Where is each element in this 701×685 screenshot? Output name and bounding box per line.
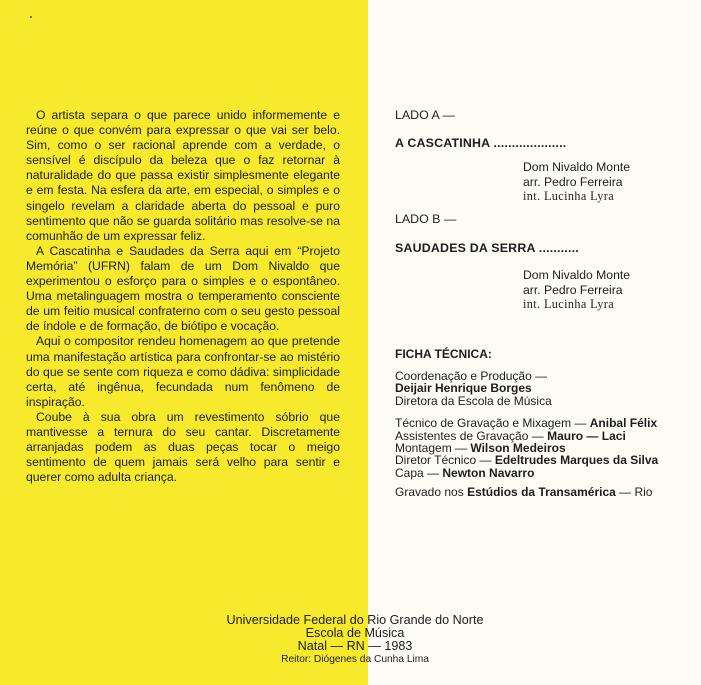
studio-label: Gravado nos [395, 485, 464, 500]
tech-sheet [395, 370, 695, 499]
studio-city: — Rio [619, 485, 653, 500]
essay-paragraph-4: Coube à sua obra um revestimento sóbrio que mantivesse a ternura do seu cantar. Discretamente arranjadas podem as duas peças tocar o meigo sentimento de quem jamais será velho para sentir e querer como adulta criança. [26, 409, 340, 485]
assistant-separator: — [586, 428, 599, 443]
coordination-person: Deijair Henrique Borges [395, 381, 532, 396]
tech-sheet-heading: FICHA TÉCNICA: [395, 347, 492, 361]
place-year: Natal — RN — 1983 [297, 639, 413, 653]
studio-credit [395, 486, 695, 498]
school-name: Escola de Música [305, 626, 405, 640]
rector-credit: Reitor: Diógenes da Cunha Lima [281, 654, 429, 665]
recording-name: Anibal Félix [589, 416, 658, 431]
assistant-name-2: Laci [601, 428, 626, 443]
side-b-interpreter: int. Lucinha Lyra [523, 297, 615, 312]
side-a-title: A CASCATINHA .................... [395, 136, 567, 150]
studio-name: Estúdios da Transamérica [467, 485, 616, 500]
side-a-arranger: arr. Pedro Ferreira [523, 174, 623, 189]
coordination-role: Diretora da Escola de Música [395, 393, 552, 408]
side-b-credits [523, 268, 630, 312]
side-b-title: SAUDADES DA SERRA ........... [395, 241, 579, 255]
cover-name: Newton Navarro [442, 465, 535, 480]
liner-notes-essay [26, 108, 340, 485]
side-b-composer: Dom Nivaldo Monte [523, 268, 631, 282]
recording-label: Técnico de Gravação e Mixagem — [395, 416, 587, 431]
side-b-arranger: arr. Pedro Ferreira [523, 282, 623, 297]
montage-name: Wilson Medeiros [470, 441, 566, 456]
director-name: Edeltrudes Marques da Silva [494, 453, 659, 468]
side-b-label: LADO B — [395, 212, 457, 226]
coordination-name [395, 382, 695, 394]
side-a-credits [523, 160, 630, 204]
university-name: Universidade Federal do Rio Grande do Norte [226, 613, 484, 627]
cover-credit [395, 467, 695, 479]
assistant-name-1: Mauro [547, 428, 584, 443]
white-panel [368, 0, 701, 685]
print-speck [30, 16, 32, 18]
coordination-label: Coordenação e Produção — [395, 369, 548, 383]
montage-label: Montagem — [395, 441, 468, 456]
side-a-label: LADO A — [395, 108, 455, 122]
publisher-footer [190, 614, 520, 666]
essay-paragraph-2: A Cascatinha e Saudades da Serra aqui em “Projeto Memória” (UFRN) falam de um Dom Nivaldo que experimentou o esforço para o simples e o espontâneo. Uma metalinguagem mostra o temperamento consciente de um feitio musical confraterno com o seu gesto pessoal de índole e de formação, de biótipo e vocação. [26, 243, 340, 334]
director-label: Diretor Técnico — [395, 453, 492, 468]
essay-paragraph-3: Aqui o compositor rendeu homenagem ao que pretende uma manifestação artística para confrontar-se ao mistério do que se sente com riqueza e como dádiva: simplicidade certa, até ingênua, fecundada num fenômeno de inspiração. [26, 334, 340, 409]
side-a-composer: Dom Nivaldo Monte [523, 160, 631, 174]
assistants-label: Assistentes de Gravação — [395, 428, 544, 443]
side-a-interpreter: int. Lucinha Lyra [523, 189, 615, 204]
cover-label: Capa — [395, 465, 440, 480]
director-credit [395, 454, 695, 466]
essay-paragraph-1: O artista separa o que parece unido informemente e reúne o que convém para expressar o que vai ser belo. Sim, como o ser racional aprende com a verdade, o sensível é discípulo da beleza que o faz retornar à naturalidade do que passa existir simplesmente elegante e em festa. Na esfera da arte, em especial, o simples e o singelo revelam a claridade aberta do pessoal e puro sentimento que não se guarda solitário mas resolve-se na comunhão de um expressar feliz. [26, 108, 340, 243]
